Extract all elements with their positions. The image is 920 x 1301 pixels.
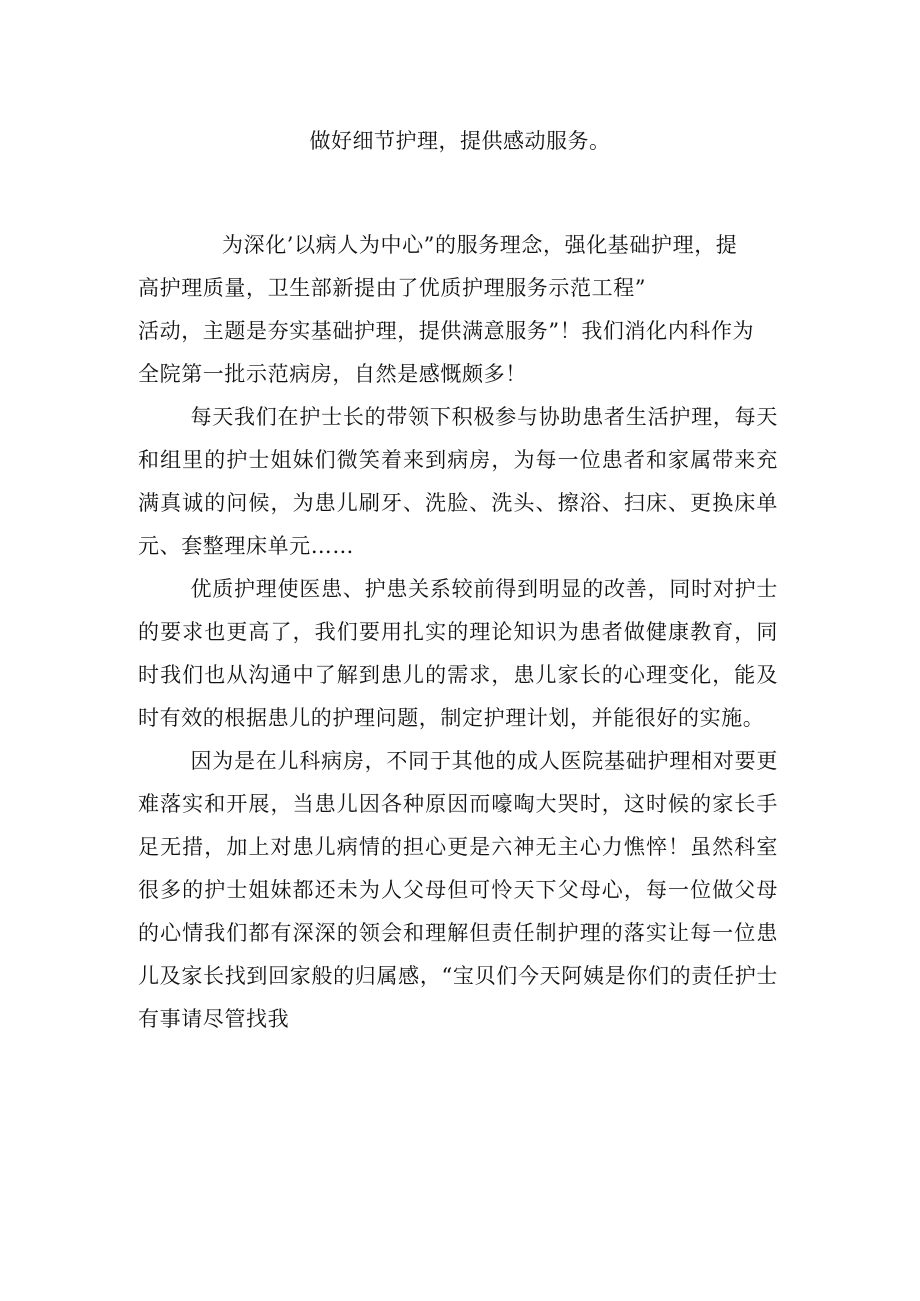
paragraph-intro-line-3: 活动，主题是夯实基础护理，提供满意服务”！我们消化内科作为 (138, 319, 755, 343)
paragraph-intro-line-2: 高护理质量，卫生部新提由了优质护理服务示范工程” (138, 276, 647, 300)
document-title: 做好细节护理，提供感动服务。 (309, 129, 611, 153)
paragraph-daily-care: 每天我们在护士长的带领下积极参与协助患者生活护理，每天和组里的护士姐妹们微笑着来到病房，为每一位患者和家属带来充满真诚的问候，为患儿刷牙、洗脸、洗头、擦浴、扫床、更换床单元、套整理床单元…… (138, 405, 778, 558)
paragraph-quality-care: 优质护理使医患、护患关系较前得到明显的改善，同时对护士的要求也更高了，我们要用扎实的理论知识为患者做健康教育，同时我们也从沟通中了解到患儿的需求，患儿家长的心理变化，能及时有效的根据患儿的护理问题，制定护理计划，并能很好的实施。 (138, 577, 778, 730)
document-body (138, 224, 778, 1041)
paragraph-intro-line-4: 全院第一批示范病房，自然是感慨颇多！ (138, 362, 527, 386)
paragraph-pediatric-ward: 因为是在儿科病房，不同于其他的成人医院基础护理相对要更难落实和开展，当患儿因各种原因而嚎啕大哭时，这时候的家长手足无措，加上对患儿病情的担心更是六神无主心力憔悴！虽然科室很多的护士姐妹都还未为人父母但可怜天下父母心，每一位做父母的心情我们都有深深的领会和理解但责任制护理的落实让每一位患儿及家长找到回家般的归属感，“宝贝们今天阿姨是你们的责任护士有事请尽管找我 (138, 749, 778, 1031)
paragraph-intro (138, 224, 778, 396)
paragraph-intro-line-1: 为深化’以病人为中心”的服务理念，强化基础护理，提 (222, 233, 738, 257)
